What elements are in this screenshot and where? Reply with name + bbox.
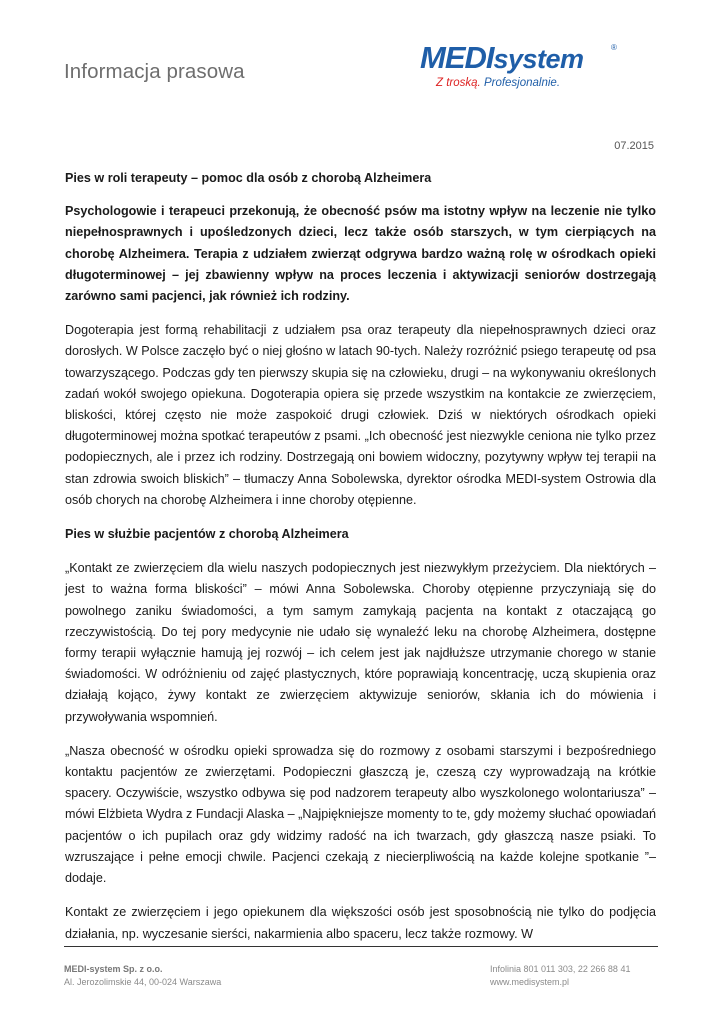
logo-medi: MEDI xyxy=(420,40,494,75)
footer-company-name: MEDI-system Sp. z o.o. xyxy=(64,964,163,974)
logo-wordmark xyxy=(420,40,584,76)
article-lead: Psychologowie i terapeuci przekonują, że obecność psów ma istotny wpływ na leczenie nie tylko niepełnosprawnych i upośledzonych dzieci, lecz także osób starszych, w tym cierpiących na chorobę Alzheimera. Terapia z udziałem zwierząt odgrywa bardzo ważną rolę w ośrodkach opieki długoterminowej – jej zbawienny wpływ na proces leczenia i aktywizacji seniorów dostrzegają zarówno sami pacjenci, jak również ich rodziny. xyxy=(65,204,656,304)
article-content xyxy=(65,140,656,945)
footer-address: Al. Jerozolimskie 44, 00-024 Warszawa xyxy=(64,976,222,987)
article-title: Pies w roli terapeuty – pomoc dla osób z chorobą Alzheimera xyxy=(65,171,432,185)
registered-mark: ® xyxy=(611,43,617,52)
publication-date: 07.2015 xyxy=(614,140,654,152)
page-header-title: Informacja prasowa xyxy=(64,60,245,83)
medisystem-logo xyxy=(420,40,630,98)
article-paragraph-4: Kontakt ze zwierzęciem i jego opiekunem dla większości osób jest sposobnością nie tylko do podjęcia działania, np. wyczesanie sierści, nakarmienia albo spaceru, lecz także rozmowy. W xyxy=(65,905,656,941)
footer-company-info xyxy=(64,963,221,988)
footer-website-link[interactable]: www.medisystem.pl xyxy=(490,976,570,987)
logo-tagline xyxy=(436,77,560,89)
footer-contact-info xyxy=(490,963,630,988)
footer-divider xyxy=(64,946,658,947)
logo-tagline-part1: Z troską. xyxy=(436,77,481,89)
footer-phone: Infolinia 801 011 303, 22 266 88 41 xyxy=(490,964,631,974)
article-paragraph-1: Dogoterapia jest formą rehabilitacji z udziałem psa oraz terapeuty dla niepełnosprawnych dzieci oraz dorosłych. W Polsce zaczęło być o niej głośno w latach 90-tych. Należy rozróżnić psiego terapeutę od psa towarzyszącego. Podczas gdy ten pierwszy skupia się na człowieku, drugi – na wykonywaniu określonych zadań wokół swojego opiekuna. Dogoterapia opiera się przede wszystkim na kontakcie ze zwierzęciem, bliskości, której często nie może zaspokoić drugi człowiek. Dziś w niektórych ośrodkach opieki długoterminowej można spotkać terapeutów z psami. „Ich obecność jest niezwykle ceniona nie tylko przez podopiecznych, ale i przez ich rodziny. Dostrzegają oni bowiem widoczny, pozytywny wpływ tej terapii na stan zdrowia swoich bliskich” – tłumaczy Anna Sobolewska, dyrektor ośrodka MEDI-system Ostrowia dla osób chorych na chorobę Alzheimera i inne choroby otępienne. xyxy=(65,323,656,507)
article-paragraph-3: „Nasza obecność w ośrodku opieki sprowadza się do rozmowy z osobami starszymi i bezpośredniego kontaktu pacjentów ze zwierzętami. Podopieczni głaszczą je, czeszą czy wyprowadzają na krótkie spacery. Oczywiście, wszystko odbywa się pod nadzorem terapeuty albo wyszkolonego wolontariusza” – mówi Elżbieta Wydra z Fundacji Alaska – „Najpiękniejsze momenty to te, gdy możemy słuchać opowiadań pacjentów o ich pupilach oraz gdy widzimy radość na ich twarzach, gdy głaszczą nasze psiaki. To wzruszające i pełne emocji chwile. Pacjenci czekają z niecierpliwością na każde kolejne spotkanie ”– dodaje. xyxy=(65,743,656,886)
logo-system: system xyxy=(493,44,584,74)
logo-tagline-part2: Profesjonalnie. xyxy=(483,77,561,89)
article-subheading: Pies w służbie pacjentów z chorobą Alzheimera xyxy=(65,527,349,542)
article-paragraph-2: „Kontakt ze zwierzęciem dla wielu naszych podopiecznych jest niezwykłym przeżyciem. Dla niektórych – jest to ważna forma bliskości” – mówi Anna Sobolewska. Choroby otępienne przyczyniają się do powolnego zaniku świadomości, a tym samym zamykają pacjenta na kontakt z otaczającą go rzeczywistością. Do tej pory medycynie nie udało się wynaleźć leku na chorobę Alzheimera, dostępne formy terapii wyłącznie hamują jej rozwój – ich celem jest jak najdłuższe utrzymanie chorego w stanie świadomości. W odróżnieniu od zajęć plastycznych, które poprawiają koncentrację, uczą skupienia oraz działają kojąco, żywy kontakt ze zwierzęciem aktywizuje seniorów, skłania ich do mówienia i przywoływania wspomnień. xyxy=(65,561,656,724)
